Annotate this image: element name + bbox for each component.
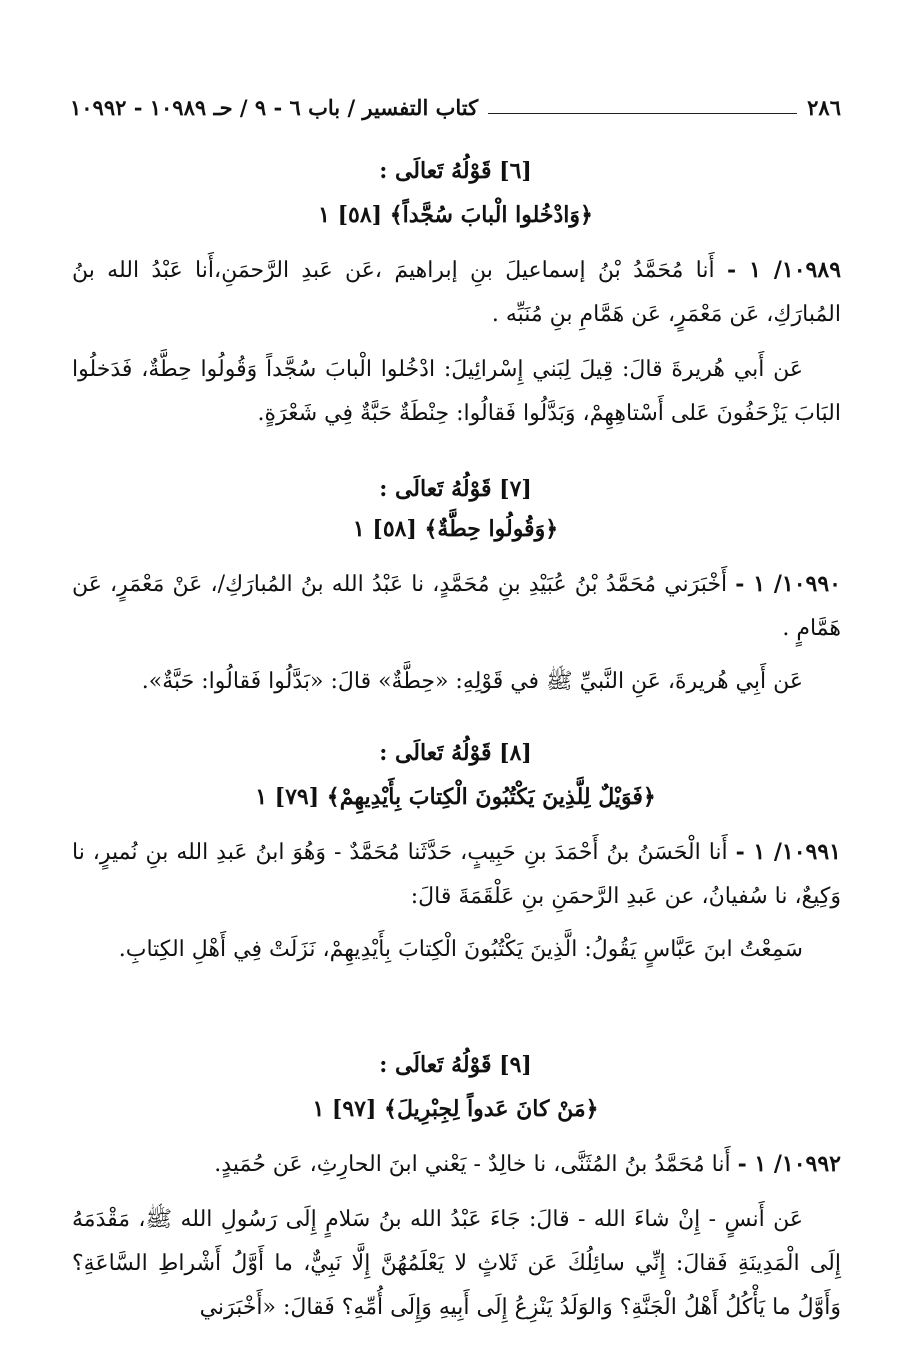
header-title: كتاب التفسير / باب ٦ - ٩ / حـ ١٠٩٨٩ - ١٠٩٩٢: [70, 95, 479, 120]
hadith-number: ١٠٩٩٢/ ١ -: [737, 1151, 841, 1177]
hadith-text: عَن أَبِي هُريرةَ، عَنِ النَّبيِّ ﷺ في قَوْلِهِ: «حِطَّةٌ» قالَ: «بَدَّلُوا فَقالُوا: حَبَّةٌ».: [141, 669, 803, 694]
hadith-chain: [72, 248, 841, 337]
section-heading: [٧] قَوْلُهُ تَعالَى :: [379, 476, 532, 502]
verse-heading: ﴿مَنْ كانَ عَدواً لِجِبْرِيلَ﴾ [٩٧] ١: [312, 1096, 599, 1122]
hadith-text: سَمِعْتُ ابنَ عَبَّاسٍ يَقُولُ: الَّذِينَ يَكْتُبُونَ الْكِتابَ بِأَيْدِيهِمْ، نَزَلَتْ فِي أَهْلِ الكِتابِ.: [118, 937, 803, 962]
running-header: [70, 86, 841, 120]
hadith-chain: [72, 1142, 841, 1187]
hadith-chain: [72, 562, 841, 651]
hadith-number: ١٠٩٩١/ ١ -: [735, 839, 841, 865]
verse-heading: ﴿وَقُولُوا حِطَّةٌ﴾ [٥٨] ١: [352, 516, 559, 542]
section-heading: [٨] قَوْلُهُ تَعالَى :: [379, 740, 532, 766]
hadith-text: عَن أَنسٍ - إِنْ شاءَ الله - قالَ: جَاءَ عَبْدُ الله بنُ سَلامٍ إِلَى رَسُولِ الله ﷺ، مَقْدَمَهُ إِلَى الْمَدِينَةِ فَقالَ: إِنِّي سائِلُكَ عَن ثَلاثٍ لا يَعْلَمُهُنَّ إِلَّا نَبِيٌّ، ما أَوَّلُ أَشْراطِ السَّاعَةِ؟ وَأَوَّلُ ما يَأْكُلُ أَهْلُ الْجَنَّةِ؟ وَالوَلَدُ يَنْزِعُ إِلَى أَبِيهِ وَإِلَى أُمِّهِ؟ فَقالَ: «أَخْبَرَني: [72, 1207, 841, 1320]
section-heading: [٦] قَوْلُهُ تَعالَى :: [379, 158, 532, 184]
verse-heading: ﴿فَوَيْلٌ لِلَّذِينَ يَكْتُبُونَ الْكِتابَ بِأَيْدِيهِمْ﴾ [٧٩] ١: [255, 784, 656, 810]
hadith-chain: [72, 830, 841, 919]
hadith-number: ١٠٩٩٠/ ١ -: [735, 571, 841, 597]
section-heading: [٩] قَوْلُهُ تَعالَى :: [379, 1052, 532, 1078]
hadith-isnad: أَنا مُحَمَّدُ بنُ المُثَنَّى، نا خالِدٌ - يَعْني ابنَ الحارِثِ، عَن حُمَيدٍ.: [214, 1152, 731, 1177]
hadith-number: ١٠٩٨٩/ ١ -: [726, 257, 842, 283]
verse-heading: ﴿وَادْخُلوا الْبابَ سُجَّداً﴾ [٥٨] ١: [318, 202, 593, 228]
hadith-isnad: أَنا الْحَسَنُ بنُ أَحْمَدَ بنِ حَبِيبٍ، حَدَّثَنا مُحَمَّدٌ - وَهُوَ ابنُ عَبدِ الله بنِ نُميرٍ، نا وَكِيعٌ، نا سُفيانُ، عن عَبدِ الرَّحمَنِ بنِ عَلْقَمَةَ قالَ:: [72, 840, 841, 909]
hadith-isnad: أَنا مُحَمَّدُ بْنُ إسماعيلَ بنِ إبراهيمَ ،عَن عَبدِ الرَّحمَنِ،أَنا عَبْدُ الله بنُ المُبارَكِ، عَن مَعْمَرٍ، عَن هَمَّامِ بنِ مُنَبِّه .: [72, 258, 841, 327]
hadith-text: عَن أَبي هُريرةَ قالَ: قِيلَ لِبَني إِسْرائِيلَ: ادْخُلوا الْبابَ سُجَّداً وَقُولُوا حِطَّةٌ، فَدَخلُوا البَابَ يَزْحَفُونَ عَلى أَسْتاهِهِمْ، وَبَدَّلُوا فَقالُوا: حِنْطَةٌ حَبَّةٌ فِي شَعْرَةٍ.: [72, 357, 841, 426]
hadith-isnad: أَخْبَرَني مُحَمَّدُ بْنُ عُبَيْدِ بنِ مُحَمَّدٍ، نا عَبْدُ الله بنُ المُبارَكِ/، عَنْ مَعْمَرٍ، عَن هَمَّامٍ .: [72, 572, 841, 641]
header-rule: [488, 113, 797, 114]
page-number: ٢٨٦: [807, 95, 841, 120]
